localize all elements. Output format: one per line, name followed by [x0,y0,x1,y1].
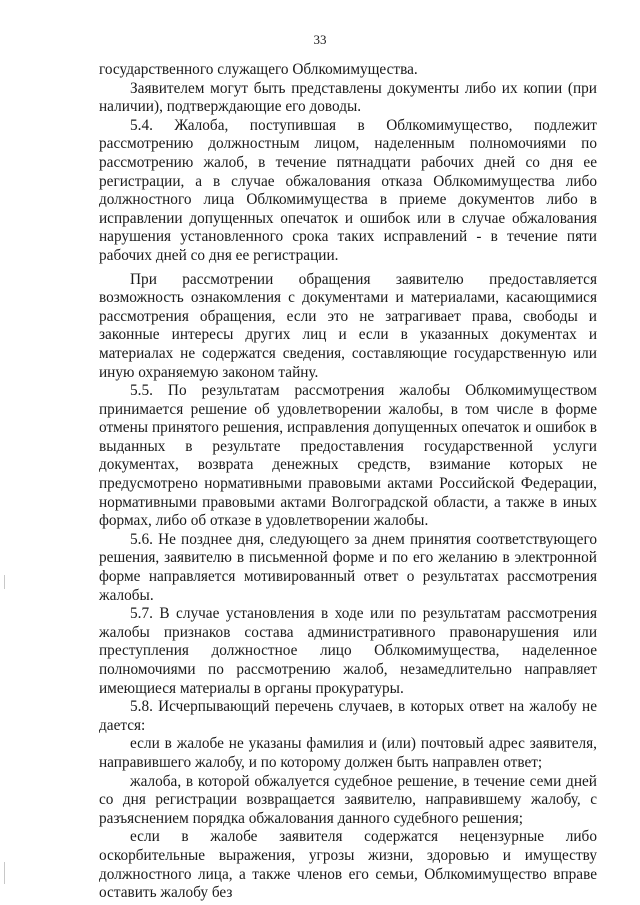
paragraph: государственного служащего Облкомимущества. [99,61,418,78]
paragraph: 5.4. Жалоба, поступившая в Облкомимущество, подлежит рассмотрению должностным лицом, наделенным полномочиями по рассмотрению жалоб, в течение пятнадцати рабочих дней со дня ее регистрации, а в случае обжалования отказа Облкомимущества либо должностного лица Облкомимущества в приеме документов либо в исправлении допущенных опечаток и ошибок или в случае обжалования нарушения установленного срока таких исправлений - в течение пяти рабочих дней со дня ее регистрации. [99,116,597,264]
scan-edge-mark [4,862,5,884]
document-body [99,61,597,903]
paragraph: 5.8. Исчерпывающий перечень случаев, в которых ответ на жалобу не дается: [99,698,597,734]
paragraph: Заявителем могут быть представлены документы либо их копии (при наличии), подтверждающие его доводы. [99,79,597,116]
list-item: жалоба, в которой обжалуется судебное решение, в течение семи дней со дня регистрации возвращается заявителю, направившему жалобу, с разъяснением порядка обжалования данного судебного решения; [99,772,597,827]
scan-edge-mark [4,575,5,589]
paragraph: 5.7. В случае установления в ходе или по результатам рассмотрения жалобы признаков состава административного правонарушения или преступления должностное лицо Облкомимущества, наделенное полномочиями по рассмотрению жалоб, незамедлительно направляет имеющиеся материалы в органы прокуратуры. [99,605,597,697]
paragraph: 5.6. Не позднее дня, следующего за днем принятия соответствующего решения, заявителю в письменной форме и по его желанию в электронной форме направляется мотивированный ответ о результатах рассмотрения жалобы. [99,530,597,604]
paragraph: 5.5. По результатам рассмотрения жалобы Облкомимуществом принимается решение об удовлетворении жалобы, в том числе в форме отмены принятого решения, исправления допущенных опечаток и ошибок в выданных в результате предоставления государственной услуги документах, возврата денежных средств, взимание которых не предусмотрено нормативными правовыми актами Российской Федерации, нормативными правовыми актами Волгоградской области, а также в иных формах, либо об отказе в удовлетворении жалобы. [99,382,597,530]
page-number: 33 [313,32,327,47]
paragraph: При рассмотрении обращения заявителю предоставляется возможность ознакомления с документами и материалами, касающимися рассмотрения обращения, если это не затрагивает права, свободы и законные интересы других лиц и если в указанных документах и материалах не содержатся сведения, составляющие государственную или иную охраняемую законом тайну. [99,270,597,381]
list-item: если в жалобе не указаны фамилия и (или) почтовый адрес заявителя, направившего жалобу, и по которому должен быть направлен ответ; [99,735,597,771]
list-item: если в жалобе заявителя содержатся нецензурные либо оскорбительные выражения, угрозы жизни, здоровью и имуществу должностного лица, а также членов его семьи, Облкомимущество вправе оставить жалобу без [99,828,597,902]
